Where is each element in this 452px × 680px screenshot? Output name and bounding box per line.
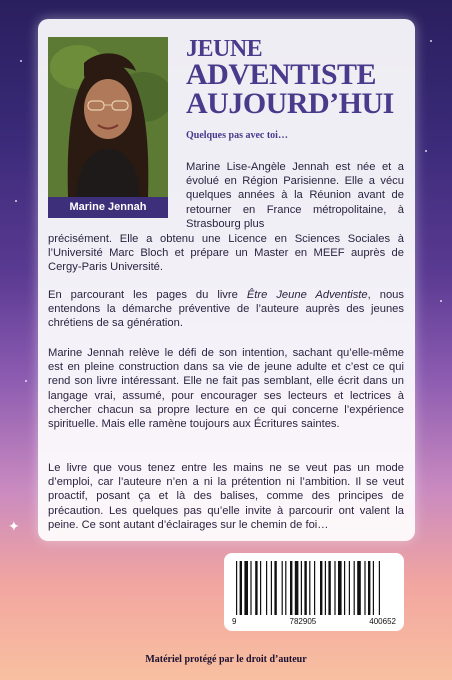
book-subtitle: Quelques pas avec toi… [186, 130, 288, 141]
barcode-bar [320, 561, 322, 615]
review-paragraph: Marine Jennah relève le défi de son intention, sachant qu’elle-même est en pleine construction dans sa vie de jeune adulte et c’est ce qui rend son livre intéressant. Elle ne fait pas semblant, elle écrit dans un langage vrai, assumé, pour encourager ses lecteurs et lectrices à chercher chacun sa propre lecture en ce qui concerne l’expérience spirituelle. Mais elle ramène toujours aux Écritures saintes. [48, 347, 404, 431]
barcode-bar [290, 561, 292, 615]
barcode-bar [368, 561, 370, 615]
barcode-bar [349, 561, 350, 615]
barcode-bar [357, 561, 361, 615]
barcode-bar [334, 561, 335, 615]
author-caption: Marine Jennah [48, 197, 168, 218]
book-reference: Être Jeune Adventiste [246, 289, 368, 301]
barcode-bar [236, 561, 237, 615]
barcode-bar [309, 561, 310, 615]
title-line-3: AUJOURD’HUI [186, 87, 394, 120]
barcode-bar [266, 561, 267, 615]
title-line-1: JEUNE [186, 36, 263, 62]
barcode-bar [271, 561, 272, 615]
barcode-bar [301, 561, 302, 615]
barcode-bar [379, 561, 380, 615]
bio-paragraph-part-2: précisément. Elle a obtenu une Licence en Sciences Sociales à l’Université Marc Bloch et prépare un Master en MEEF auprès de Cergy-Paris Université. [48, 233, 404, 274]
barcode-bar [373, 561, 374, 615]
bio-paragraph-part-1: Marine Lise-Angèle Jennah est née et a évolué en Région Parisienne. Elle a vécu quelques années à la Réunion avant de retourner en France métropolitaine, à Strasbourg plus [186, 161, 404, 230]
copyright-notice: Matériel protégé par le droit d’auteur [145, 654, 307, 665]
book-title [186, 37, 406, 119]
author-photo [48, 37, 168, 197]
barcode-bar [314, 561, 315, 615]
barcode-bar [260, 561, 261, 615]
isbn-digit-group: 9 [232, 617, 237, 626]
barcode-bar [325, 561, 326, 615]
barcode-bar [244, 561, 248, 615]
isbn-barcode [234, 561, 394, 617]
barcode-bar [240, 561, 242, 615]
barcode-bar [364, 561, 365, 615]
barcode-bar [274, 561, 276, 615]
star [15, 200, 17, 202]
barcode-bar [295, 561, 299, 615]
barcode-bar [304, 561, 306, 615]
title-line-2: ADVENTISTE [186, 58, 377, 91]
isbn-digit-group: 782905 [289, 617, 317, 626]
star [20, 60, 22, 62]
barcode-bar [250, 561, 251, 615]
star [430, 40, 432, 42]
barcode-bar [285, 561, 286, 615]
barcode-bar [255, 561, 257, 615]
sparkle-icon: ✦ [8, 519, 20, 535]
closing-paragraph: Le livre que vous tenez entre les mains ne se veut pas un mode d’emploi, car l’auteure n’en a ni la prétention ni l’ambition. Il se veut proactif, posant ça et là des balises, comme des principes de précaution. Les quelques pas qu’elle invite à parcourir ont valent la peine. Ce sont autant d’éclairages sur le chemin de foi… [48, 462, 404, 531]
isbn-digits [232, 617, 396, 626]
intro-paragraph: En parcourant les pages du livre Être Jeune Adventiste, nous entendons la démarche préventive de l’auteure auprès des jeunes chrétiens de sa génération. [48, 289, 404, 330]
barcode-bar [354, 561, 355, 615]
barcode-bar [282, 561, 283, 615]
barcode-bar [344, 561, 345, 615]
barcode-bar [328, 561, 330, 615]
star [25, 380, 27, 382]
barcode-bar [338, 561, 342, 615]
isbn-digit-group: 400652 [369, 617, 396, 626]
star [425, 150, 427, 152]
star [440, 300, 442, 302]
